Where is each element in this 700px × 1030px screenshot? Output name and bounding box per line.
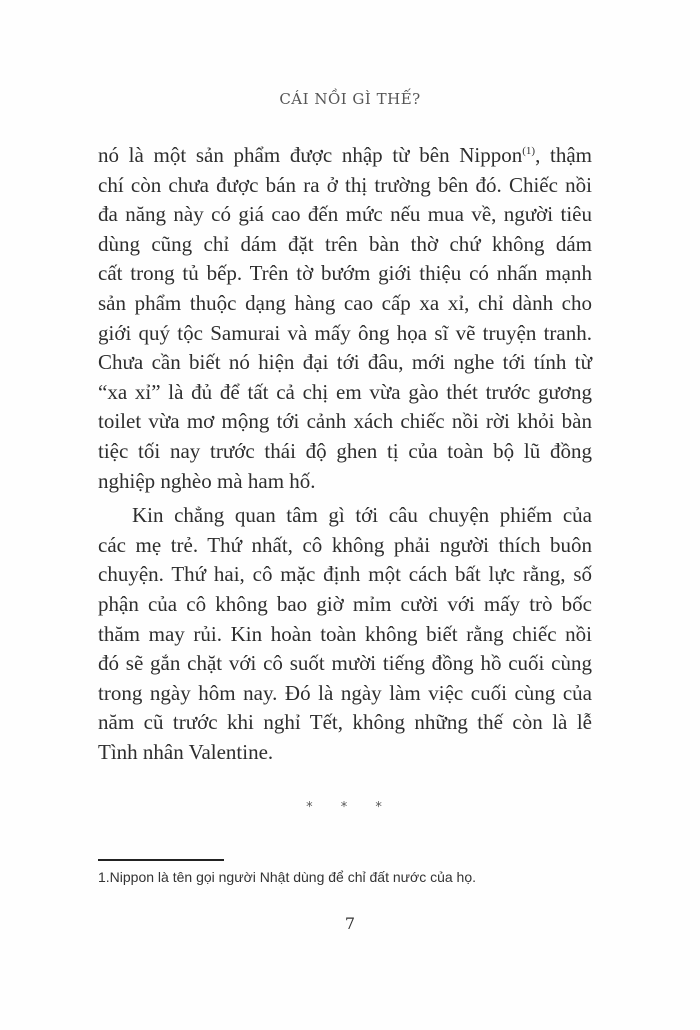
text-line: nó là một sản phẩm được nhập từ bên Nippon$^{(1)}$, thậm <box>98 143 592 167</box>
footnote-divider <box>98 859 224 861</box>
text-line: chí còn chưa được bán ra ở thị trường bên đó. Chiếc nồi <box>98 172 592 197</box>
text-line: giới quý tộc Samurai và mấy ông họa sĩ vẽ truyện tranh. <box>98 320 592 345</box>
text-line: đa năng này có giá cao đến mức nếu mua về, người tiêu <box>98 202 592 227</box>
text-line: cất trong tủ bếp. Trên tờ bướm giới thiệu có nhấn mạnh <box>98 261 592 286</box>
text-line: trong ngày hôm nay. Đó là ngày làm việc cuối cùng của <box>98 680 592 705</box>
text-line: Tình nhân Valentine. <box>98 739 274 764</box>
text-line: phận của cô không bao giờ mỉm cười với mấy trò bốc <box>98 591 592 616</box>
text-line: thăm may rủi. Kin hoàn toàn không biết rằng chiếc nồi <box>98 621 592 646</box>
text-line: toilet vừa mơ mộng tới cảnh xách chiếc nồi rời khỏi bàn <box>98 409 592 434</box>
running-header: CÁI NỒI GÌ THẾ? <box>279 90 421 108</box>
text-line: năm cũ trước khi nghỉ Tết, không những thế còn là lễ <box>98 710 592 735</box>
footnote-reference[interactable]: (1) <box>522 145 536 157</box>
text-line: chuyện. Thứ hai, cô mặc định một cách bất lực rằng, số <box>98 562 592 587</box>
text-line: sản phẩm thuộc dạng hàng cao cấp xa xỉ, chỉ dành cho <box>98 290 592 315</box>
paragraph <box>98 501 592 767</box>
text-line: nghiệp nghèo mà ham hố. <box>98 468 316 493</box>
scene-break: * * * <box>306 800 394 815</box>
footnote: 1.Nippon là tên gọi người Nhật dùng để chỉ đất nước của họ. <box>98 869 477 885</box>
text-line: tiệc tối nay trước thái độ ghen tị của toàn bộ lũ đồng <box>98 438 592 463</box>
text-line: đó sẽ gắn chặt với cô suốt mười tiếng đồng hồ cuối cùng <box>98 651 592 676</box>
text-line: các mẹ trẻ. Thứ nhất, cô không phải người thích buôn <box>98 532 592 557</box>
text-line: Chưa cần biết nó hiện đại tới đâu, mới nghe tới tính từ <box>98 350 592 375</box>
body-text <box>98 141 592 767</box>
text-line: Kin chẳng quan tâm gì tới câu chuyện phiếm của <box>132 503 592 528</box>
text-line: “xa xỉ” là đủ để tất cả chị em vừa gào thét trước gương <box>98 379 592 404</box>
paragraph <box>98 141 592 496</box>
text-line: dùng cũng chỉ dám đặt trên bàn thờ chứ không dám <box>98 231 592 256</box>
page-number: 7 <box>344 914 356 933</box>
